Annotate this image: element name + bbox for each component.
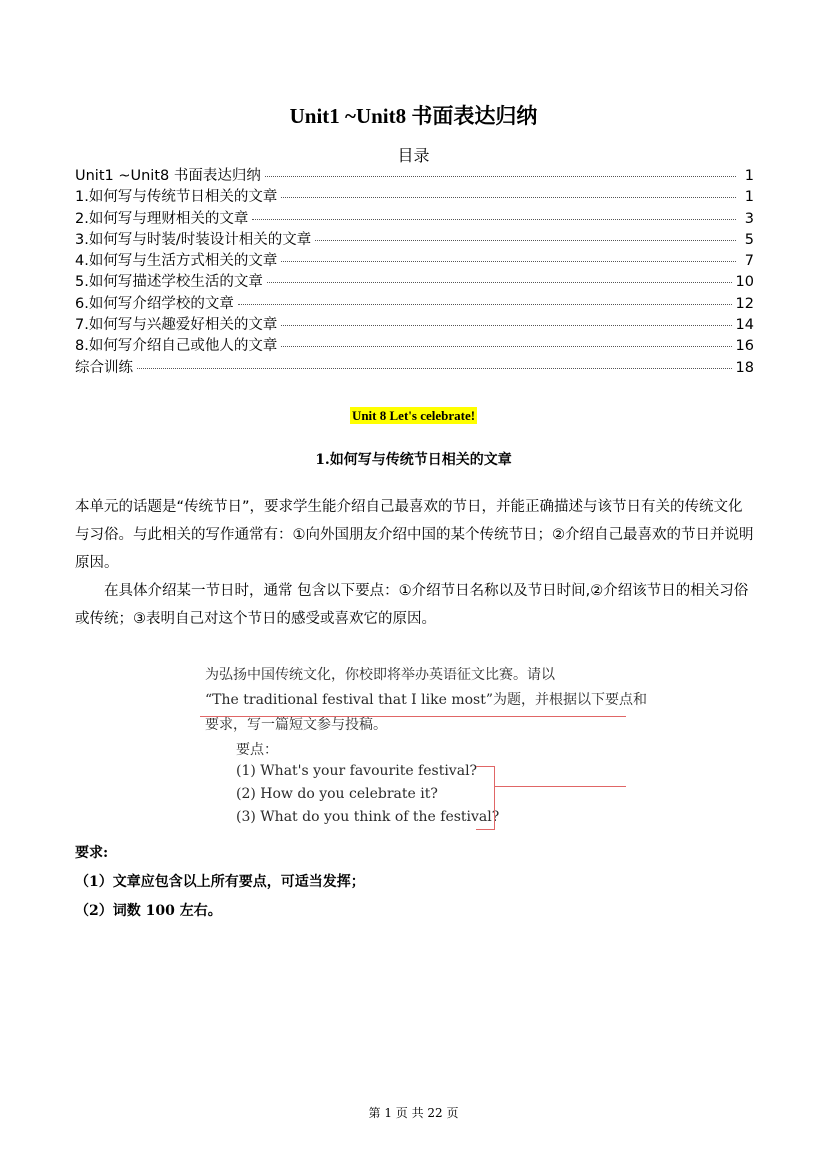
toc-entry-label: 5.如何写描述学校生活的文章 [75,274,263,291]
table-of-contents [75,164,754,377]
toc-leader-dots [281,197,736,198]
toc-leader-dots [281,261,736,262]
toc-entry-label: 3.如何写与时装/时装设计相关的文章 [75,231,312,248]
toc-entry-label: 6.如何写介绍学校的文章 [75,295,234,312]
toc-entry[interactable] [75,356,754,377]
task-point: (3) What do you think of the festival? [236,809,500,825]
task-line: 要求，写一篇短文参与投稿。 [205,717,387,733]
unit-badge [0,405,827,424]
toc-leader-dots [238,304,732,305]
toc-entry-label: 2.如何写与理财相关的文章 [75,210,249,227]
annotation-bracket [476,766,495,830]
task-point: (1) What's your favourite festival? [236,763,478,779]
toc-leader-dots [252,219,736,220]
toc-entry-label: 7.如何写与兴趣爱好相关的文章 [75,317,278,334]
toc-entry[interactable] [75,249,754,270]
toc-entry[interactable] [75,270,754,291]
body-paragraph: 本单元的话题是“传统节日”，要求学生能介绍自己最喜欢的节日，并能正确描述与该节日有关的传统文化与习俗。与此相关的写作通常有：①向外国朋友介绍中国的某个传统节日；②介绍自己最喜欢的节日并说明原因。 [75,499,754,571]
toc-entry-page: 12 [735,295,754,312]
task-point: (2) How do you celebrate it? [236,786,438,802]
toc-leader-dots [267,282,732,283]
toc-entry-page: 16 [735,338,754,355]
toc-leader-dots [265,176,736,177]
requirements-label: 要求: [75,845,109,861]
toc-entry-page: 5 [744,231,754,248]
section-heading: 1.如何写与传统节日相关的文章 [315,452,512,468]
body-paragraph: 在具体介绍某一节日时，通常 包含以下要点：①介绍节日名称以及节日时间,②介绍该节日的相关习俗或传统；③表明自己对这个节日的感受或喜欢它的原因。 [75,583,749,627]
toc-entry-page: 3 [744,210,754,227]
annotation-line [413,716,626,717]
toc-entry-page: 1 [744,189,754,206]
toc-entry-page: 18 [735,359,754,376]
requirement-item: （2）词数 100 左右。 [75,903,222,919]
toc-leader-dots [137,368,732,369]
task-line: “The traditional festival that I like most”为题，并根据以下要点和 [205,692,648,708]
toc-leader-dots [315,240,736,241]
toc-entry-page: 14 [735,317,754,334]
unit-badge-text: Unit 8 Let's celebrate! [351,408,476,423]
document-title: Unit1 ~Unit8 书面表达归纳 [289,104,538,128]
toc-heading: 目录 [397,146,430,165]
toc-entry-page: 1 [744,168,754,184]
task-points-label: 要点： [236,742,278,758]
writing-task-image [200,660,648,832]
page-footer: 第 1 页 共 22 页 [368,1106,459,1120]
toc-entry-label: 1.如何写与传统节日相关的文章 [75,189,278,206]
requirement-item: （1）文章应包含以上所有要点，可适当发挥； [75,874,365,890]
toc-entry[interactable] [75,164,754,185]
toc-entry-page: 10 [735,274,754,291]
toc-entry[interactable] [75,292,754,313]
toc-entry[interactable] [75,334,754,355]
toc-leader-dots [281,325,731,326]
toc-entry[interactable] [75,228,754,249]
toc-leader-dots [281,346,731,347]
toc-entry-label: 4.如何写与生活方式相关的文章 [75,253,278,270]
toc-entry[interactable] [75,207,754,228]
toc-entry-label: Unit1 ~Unit8 书面表达归纳 [75,168,261,184]
toc-entry[interactable] [75,185,754,206]
toc-entry-label: 综合训练 [75,359,133,376]
annotation-line [494,786,626,787]
task-line: 为弘扬中国传统文化，你校即将举办英语征文比赛。请以 [205,667,555,683]
toc-entry-label: 8.如何写介绍自己或他人的文章 [75,338,278,355]
toc-entry-page: 7 [744,253,754,270]
toc-entry[interactable] [75,313,754,334]
